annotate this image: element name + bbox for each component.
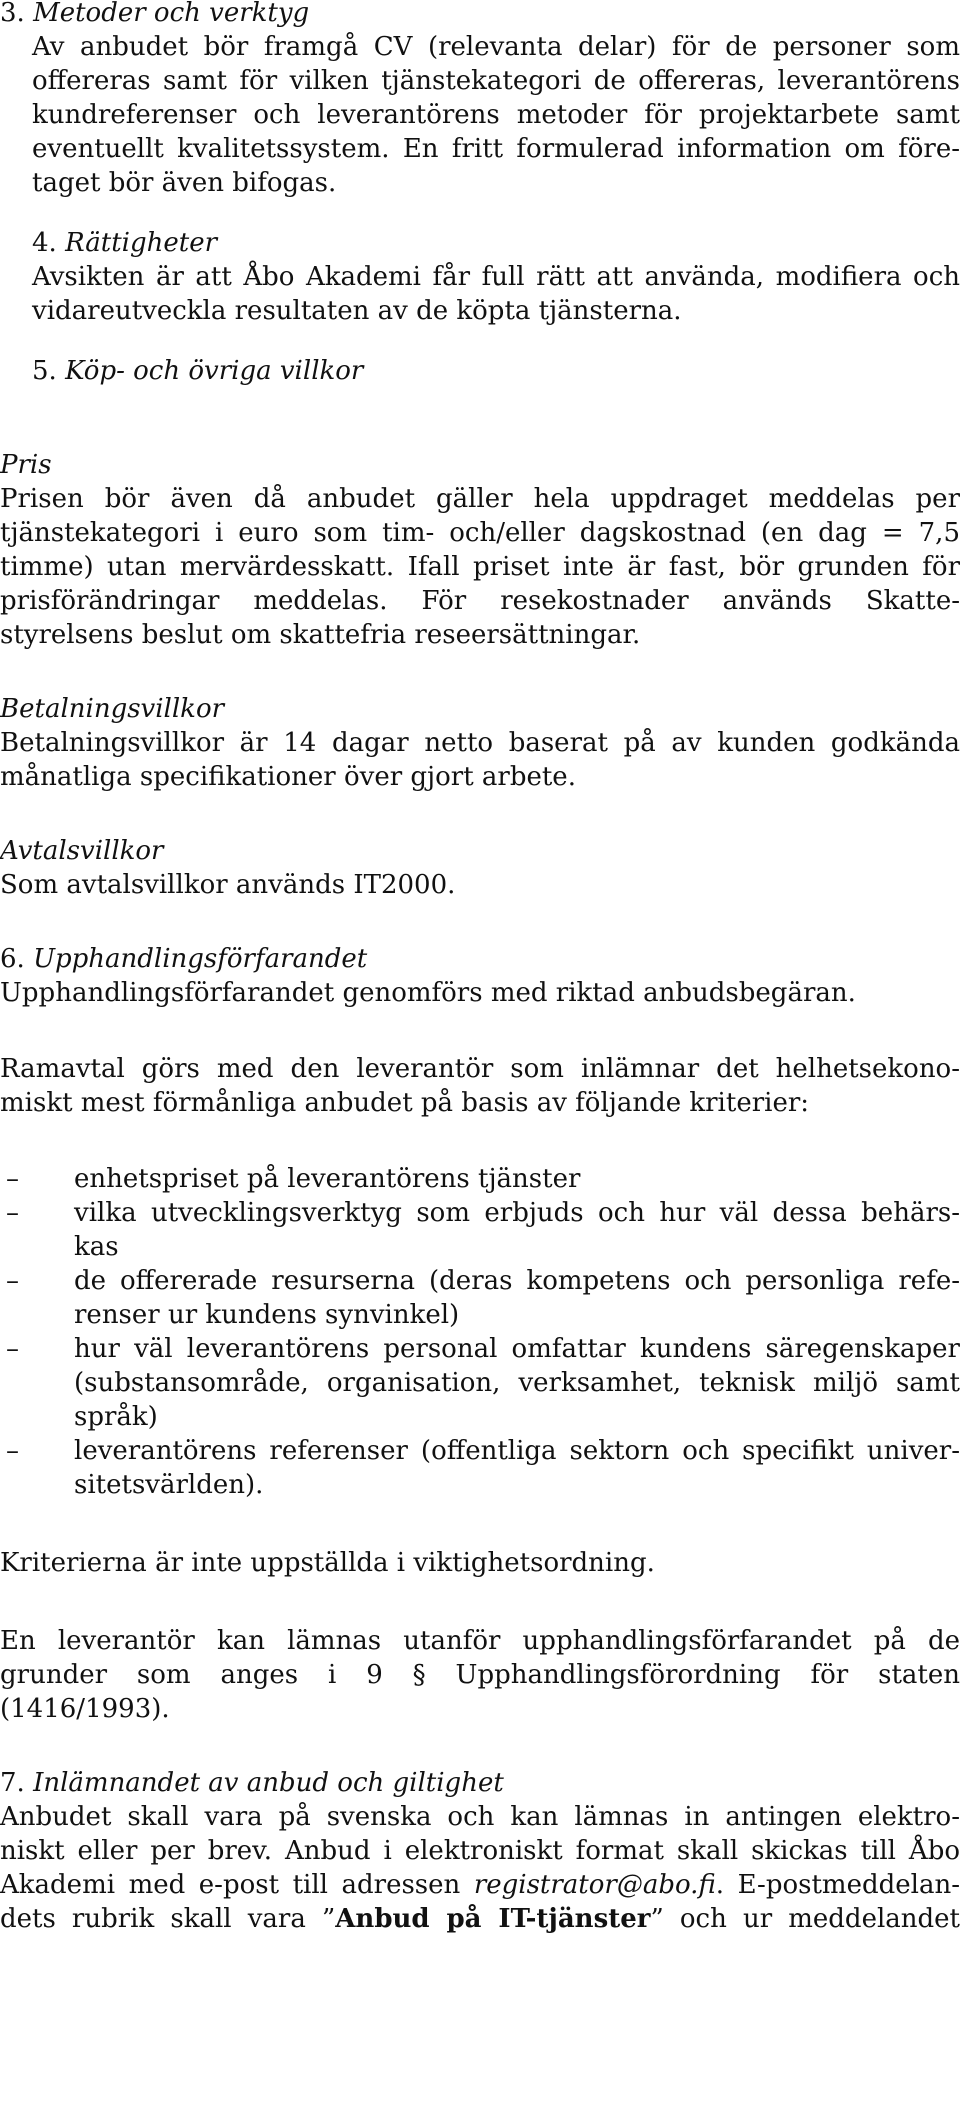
quote-close: ”: [650, 1904, 664, 1934]
quote-open: ”: [321, 1904, 336, 1934]
section-3-heading: [0, 0, 960, 30]
section-6-line-1: Upphandlingsförfarandet genomförs med riktad anbudsbegäran.: [0, 978, 856, 1008]
section-4-line-1: Avsikten är att Åbo Akademi får full rätt att använda, modifiera och: [32, 262, 960, 292]
avtalsvillkor-heading: Avtalsvillkor: [0, 836, 164, 866]
section-7-title: Inlämnandet av anbud och giltighet: [33, 1768, 504, 1798]
exclusion-line-1: En leverantör kan lämnas utanför upphandlingsförfarandet på de: [0, 1626, 960, 1656]
criterion-3-line-2: renser ur kundens synvinkel): [74, 1300, 460, 1330]
section-7-heading: [0, 1766, 960, 1800]
pris-line-2: tjänstekategori i euro som tim- och/eller dagskostnad (en dag = 7,5: [0, 518, 960, 548]
section-3-line-5: taget bör även bifogas.: [32, 168, 337, 198]
section-3-line-3: kundreferenser och leverantörens metoder för projektarbete samt: [32, 100, 960, 130]
ramavtal-line-2: miskt mest förmånliga anbudet på basis av följande kriterier:: [0, 1088, 810, 1118]
section-7-line-4-start: dets rubrik skall vara: [0, 1904, 322, 1934]
section-7-line-4: [0, 1902, 960, 1936]
betalningsvillkor-line-1: Betalningsvillkor är 14 dagar netto baserat på av kunden godkända: [0, 728, 960, 758]
email-subject: Anbud på IT-tjänster: [335, 1904, 651, 1934]
exclusion-line-2: grunder som anges i 9 § Upphandlingsförordning för staten: [0, 1660, 960, 1690]
section-3-line-1: Av anbudet bör framgå CV (relevanta delar) för de personer som: [32, 32, 960, 62]
section-6-title: Upphandlingsförfarandet: [33, 944, 368, 974]
section-4-line-2: vidareutveckla resultaten av de köpta tjänsterna.: [32, 296, 682, 326]
section-7-line-4-end: och ur meddelandet: [663, 1904, 960, 1934]
criteria-order-note: Kriterierna är inte uppställda i viktighetsordning.: [0, 1548, 655, 1578]
criterion-2-dash: –: [6, 1198, 19, 1228]
section-4-number: 4.: [32, 228, 57, 258]
criterion-4-line-2: (substansområde, organisation, verksamhet, teknisk miljö samt: [74, 1368, 960, 1398]
criterion-5-line-1: leverantörens referenser (offentliga sektorn och specifikt univer-: [74, 1436, 960, 1466]
section-5-heading: [32, 354, 960, 388]
section-6-number: 6.: [0, 944, 25, 974]
criterion-4-line-3: språk): [74, 1402, 158, 1432]
section-4-title: Rättigheter: [65, 228, 218, 258]
criterion-5-dash: –: [6, 1436, 19, 1466]
betalningsvillkor-heading: Betalningsvillkor: [0, 694, 225, 724]
criterion-2-line-2: kas: [74, 1232, 119, 1262]
section-7-line-3-start: Akademi med e-post till adressen: [0, 1870, 474, 1900]
section-3-title: Metoder och verktyg: [33, 0, 310, 28]
pris-line-4: prisförändringar meddelas. För resekostnader används Skatte-: [0, 586, 960, 616]
criterion-1-line-1: enhetspriset på leverantörens tjänster: [74, 1164, 581, 1194]
criterion-4-dash: –: [6, 1334, 19, 1364]
email-link[interactable]: registrator@abo.fi: [473, 1870, 716, 1900]
criterion-4-line-1: hur väl leverantörens personal omfattar kundens säregenskaper: [74, 1334, 960, 1364]
pris-line-1: Prisen bör även då anbudet gäller hela uppdraget meddelas per: [0, 484, 960, 514]
criterion-5-line-2: sitetsvärlden).: [74, 1470, 264, 1500]
pris-line-3: timme) utan mervärdesskatt. Ifall priset inte är fast, bör grunden för: [0, 552, 960, 582]
exclusion-line-3: (1416/1993).: [0, 1694, 170, 1724]
section-5-number: 5.: [32, 356, 57, 386]
betalningsvillkor-line-2: månatliga specifikationer över gjort arbete.: [0, 762, 576, 792]
section-4-heading: [32, 226, 960, 260]
pris-heading: Pris: [0, 450, 52, 480]
pris-line-5: styrelsens beslut om skattefria reseersättningar.: [0, 620, 641, 650]
section-7-line-1: Anbudet skall vara på svenska och kan lämnas in antingen elektro-: [0, 1802, 960, 1832]
section-3-line-4: eventuellt kvalitetssystem. En fritt formulerad information om före-: [32, 134, 960, 164]
section-5-title: Köp- och övriga villkor: [65, 356, 364, 386]
criterion-3-dash: –: [6, 1266, 19, 1296]
avtalsvillkor-line-1: Som avtalsvillkor används IT2000.: [0, 870, 456, 900]
section-3-line-2: offereras samt för vilken tjänstekategori de offereras, leverantörens: [32, 66, 960, 96]
criterion-2-line-1: vilka utvecklingsverktyg som erbjuds och hur väl dessa behärs-: [74, 1198, 960, 1228]
section-3-number: 3.: [0, 0, 25, 28]
section-7-line-2: niskt eller per brev. Anbud i elektroniskt format skall skickas till Åbo: [0, 1836, 960, 1866]
ramavtal-line-1: Ramavtal görs med den leverantör som inlämnar det helhetsekono-: [0, 1054, 960, 1084]
criterion-3-line-1: de offererade resurserna (deras kompetens och personliga refe-: [74, 1266, 960, 1296]
criterion-1-dash: –: [6, 1164, 19, 1194]
section-7-number: 7.: [0, 1768, 25, 1798]
section-7-line-3: [0, 1868, 960, 1902]
section-6-heading: [0, 942, 960, 976]
section-7-line-3-end: . E-postmeddelan-: [715, 1870, 960, 1900]
